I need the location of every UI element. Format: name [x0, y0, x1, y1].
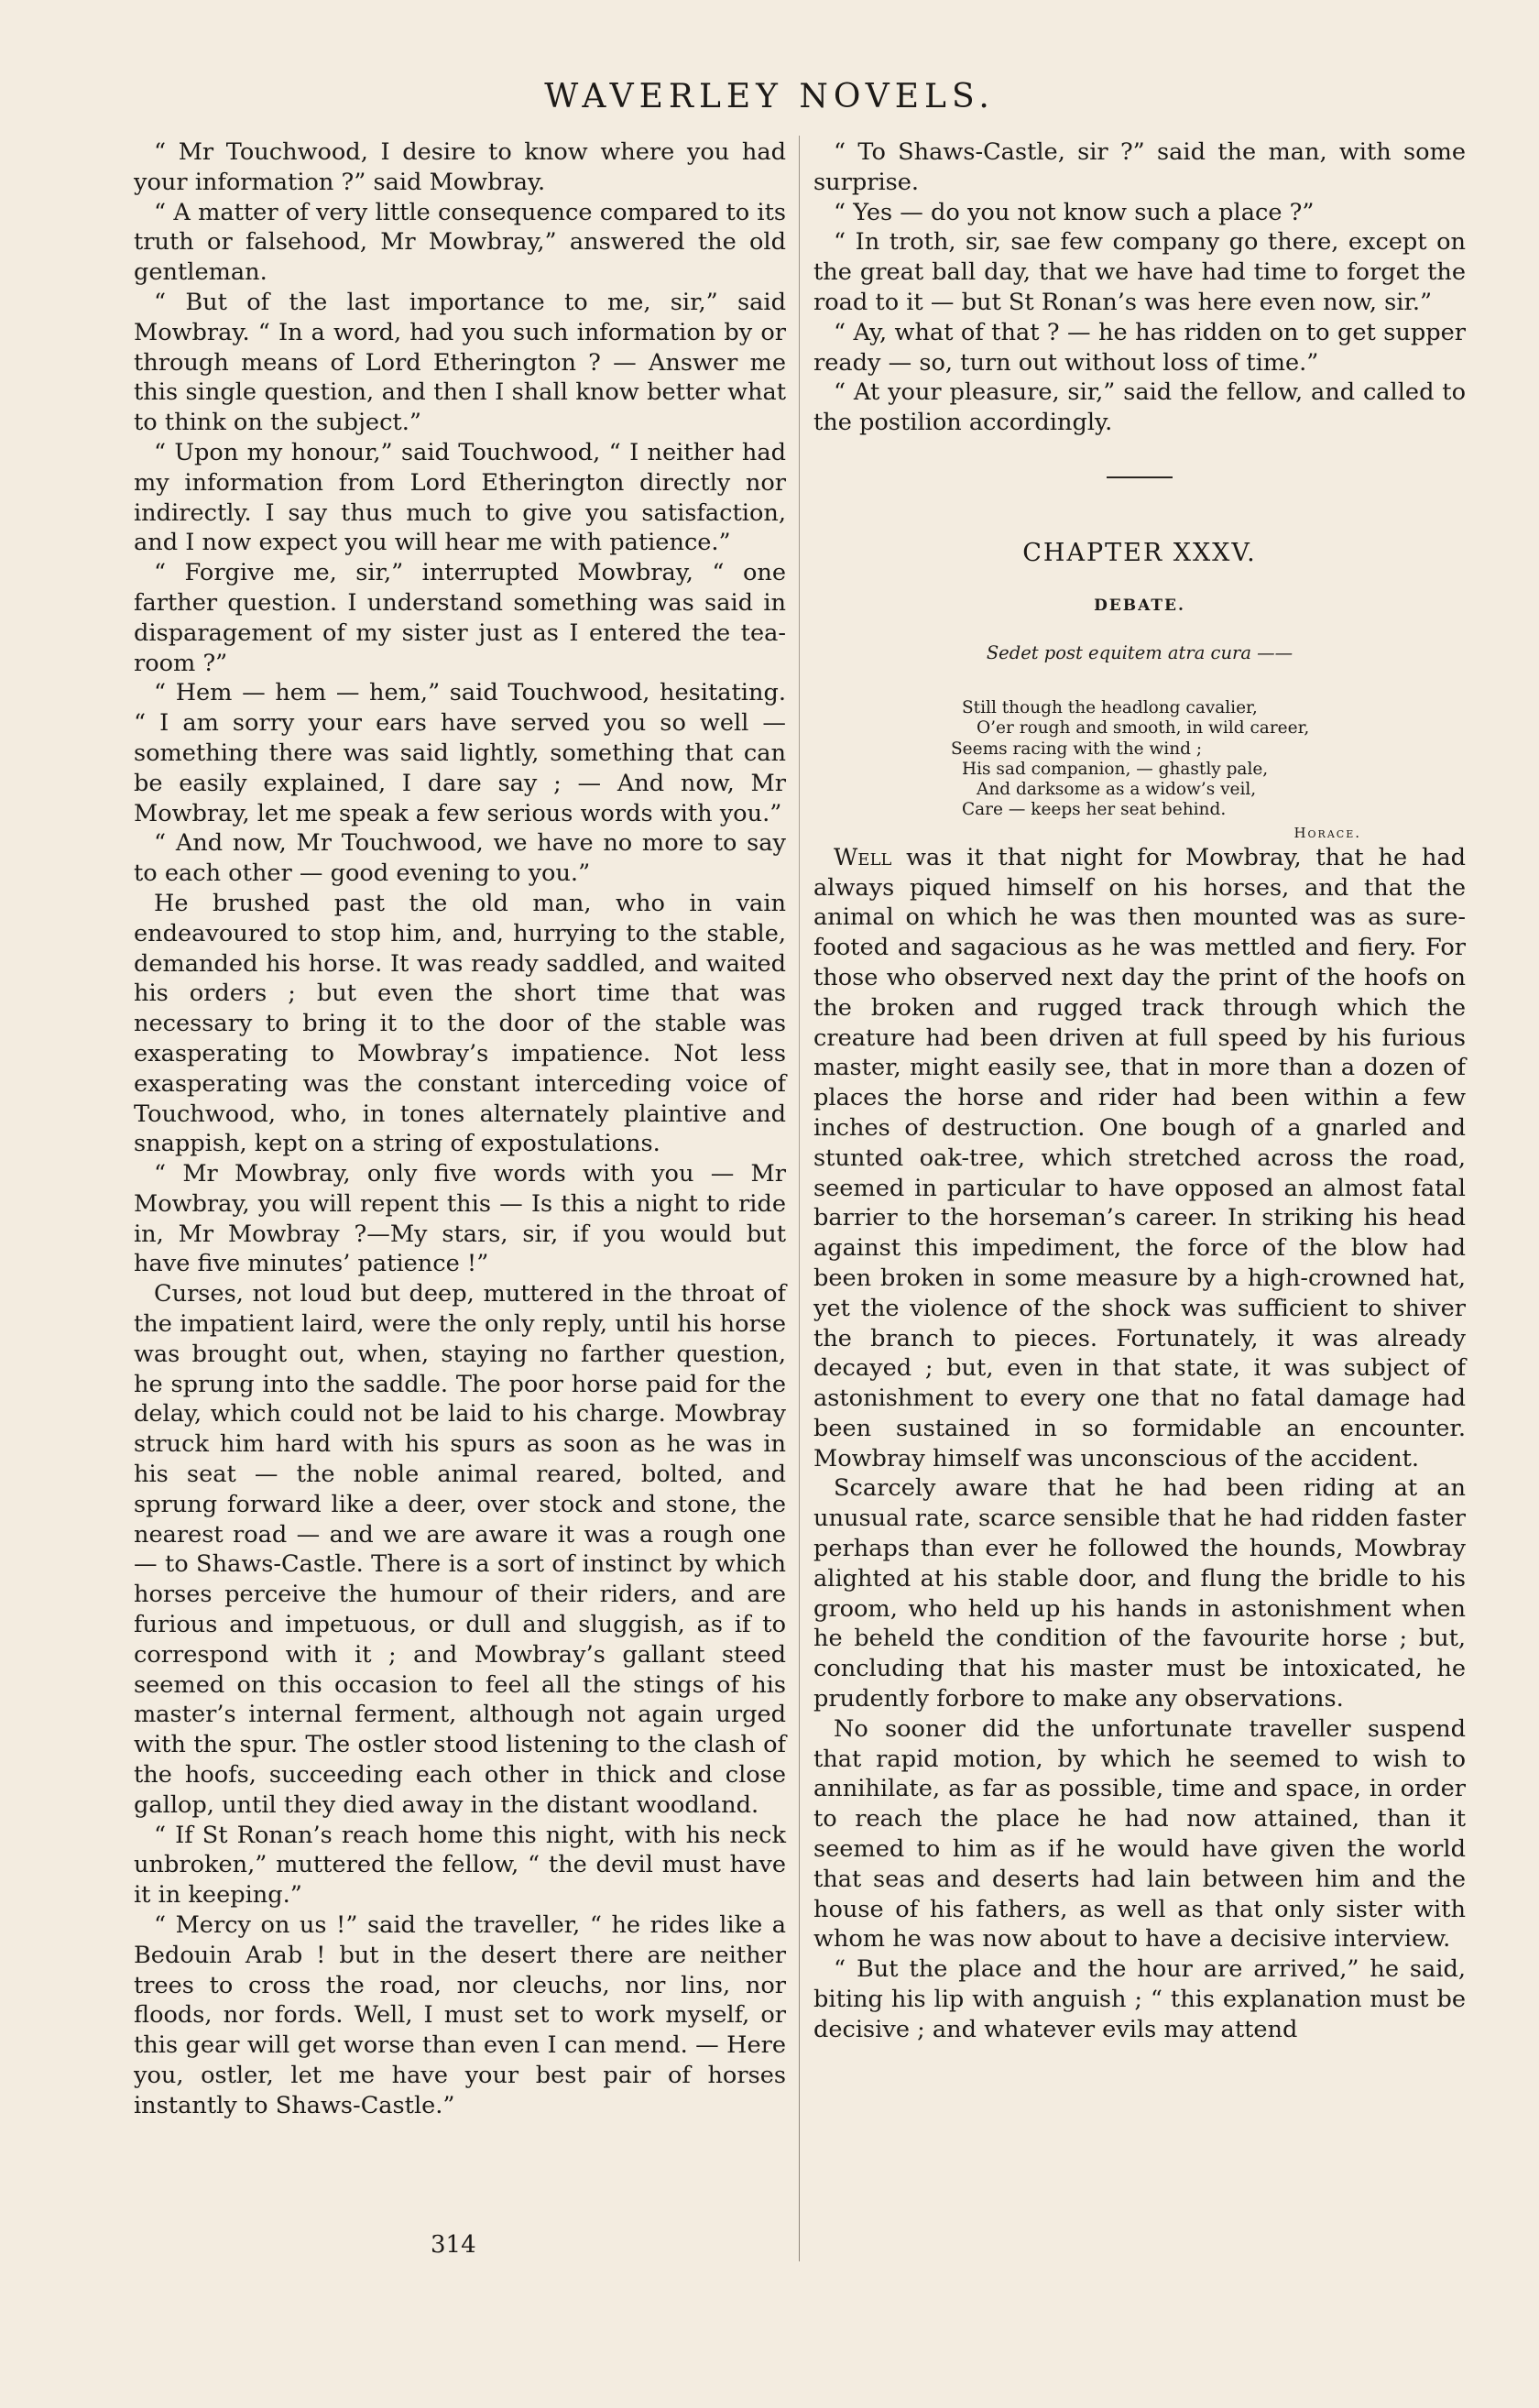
paragraph: He brushed past the old man, who in vain endeavoured to stop him, and, hurrying to the stable, demanded his horse. It was ready saddled, and waited his orders ; but even the short time that was necessary to bring it to the door of the stable was exasperating to Mowbray’s impatience. Not less exasperating was the constant interceding voice of Touchwood, who, in tones alternately plaintive and snappish, kept on a string of expostulations. [134, 889, 786, 1158]
paragraph: Curses, not loud but deep, muttered in the throat of the impatient laird, were the only reply, until his horse was brought out, when, staying no farther question, he sprung into the saddle. The poor horse paid for the delay, which could not be laid to his charge. Mowbray struck him hard with his spurs as soon as he was in his seat — the noble animal reared, bolted, and sprung forward like a deer, over stock and stone, the nearest road — and we are aware it was a rough one — to Shaws-Castle. There is a sort of instinct by which horses perceive the humour of their riders, and are furious and impetuous, or dull and sluggish, as if to correspond with it ; and Mowbray’s gallant steed seemed on this occasion to feel all the stings of his master’s internal ferment, although not again urged with the spur. The ostler stood listening to the clash of the hoofs, succeeding each other in thick and close gallop, until they died away in the distant woodland. [134, 1280, 786, 1819]
epigraph-quote: Sedet post equitem atra cura —— [986, 641, 1293, 663]
chapter-subtitle: DEBATE. [1094, 596, 1185, 615]
poem-line: Still though the headlong cavalier, [962, 697, 1258, 717]
paragraph: “ But the place and the hour are arrived,” he said, biting his lip with anguish ; “ this explanation must be decisive ; and whatever evils may attend [813, 1955, 1466, 2043]
paragraph: “ Ay, what of that ? — he has ridden on to get supper ready — so, turn out without loss of time.” [813, 318, 1466, 377]
paragraph: “ But of the last importance to me, sir,” said Mowbray. “ In a word, had you such information by or through means of Lord Etherington ? — Answer me this single question, and then I shall know better what to think on the subject.” [134, 288, 786, 437]
poem-line: O’er rough and smooth, in wild career, [977, 718, 1310, 739]
left-column [134, 137, 786, 2121]
paragraph: “ Mr Mowbray, only five words with you — Mr Mowbray, you will repent this — Is this a night to ride in, Mr Mowbray ?—My stars, sir, if you would but have five minutes’ patience !” [134, 1160, 786, 1278]
paragraph: “ If St Ronan’s reach home this night, with his neck unbroken,” muttered the fellow, “ the devil must have it in keeping.” [134, 1821, 786, 1910]
epigraph-poem [949, 698, 1466, 821]
paragraph: “ Mercy on us !” said the traveller, “ he rides like a Bedouin Arab ! but in the desert there are neither trees to cross the road, nor cleuchs, nor lins, nor floods, nor fords. Well, I must set to work myself, or this gear will get worse than even I can mend. — Here you, ostler, let me have your best pair of horses instantly to Shaws-Castle.” [134, 1911, 786, 2119]
column-divider [799, 136, 800, 2261]
running-head: WAVERLEY NOVELS. [544, 78, 995, 115]
paragraph: “ Yes — do you not know such a place ?” [834, 198, 1315, 226]
chapter-heading: CHAPTER XXXV. [1022, 538, 1257, 567]
poem-line: His sad companion, — ghastly pale, [962, 759, 1269, 779]
paragraph: No sooner did the unfortunate traveller suspend that rapid motion, by which he seemed to wish to annihilate, as far as possible, time and space, in order to reach the place he had now attained, than it seemed to him as if he would have given the world that seas and deserts had lain between him and the house of his fathers, as well as that only sister with whom he was now about to have a decisive interview. [813, 1714, 1466, 1954]
paragraph: “ To Shaws-Castle, sir ?” said the man, with some surprise. [813, 138, 1466, 196]
poem-line: Care — keeps her seat behind. [962, 800, 1227, 820]
chapter-opening-paragraph [813, 843, 1466, 1474]
paragraph: “ Hem — hem — hem,” said Touchwood, hesitating. “ I am sorry your ears have served you so well — something there was said lightly, something that can be easily explained, I dare say ; — And now, Mr Mowbray, let me speak a few serious words with you.” [134, 679, 786, 827]
paragraph: “ And now, Mr Touchwood, we have no more to say to each other — good evening to you.” [134, 829, 786, 888]
right-column [813, 137, 1466, 2045]
section-rule [1107, 476, 1173, 478]
poem-line: Seems racing with the wind ; [951, 739, 1203, 759]
opening-text: was it that night for Mowbray, that he had always piqued himself on his horses, and that the animal on which he was then mounted was as sure-footed and sagacious as he was mettled and fiery. For those who observed next day the print of the hoofs on the broken and rugged track through which the creature had been driven at full speed by his furious master, might easily see, that in more than a dozen of places the horse and rider had been within a few inches of destruction. One bough of a gnarled and stunted oak-tree, which stretched across the road, seemed in particular to have opposed an almost fatal barrier to the horseman’s career. In striking his head against this impediment, the force of the blow had been broken in some measure by a high-crowned hat, yet the violence of the shock was sufficient to shiver the branch to pieces. Fortunately, it was already decayed ; but, even in that state, it was subject of astonishment to every one that no fatal damage had been sustained in so formidable an encounter. Mowbray himself was unconscious of the accident. [813, 843, 1466, 1472]
opening-word: Well [834, 843, 892, 871]
paragraph: “ Forgive me, sir,” interrupted Mowbray, “ one farther question. I understand something was said in disparagement of my sister just as I entered the tea-room ?” [134, 559, 786, 677]
paragraph: “ A matter of very little consequence compared to its truth or falsehood, Mr Mowbray,” answered the old gentleman. [134, 198, 786, 287]
paragraph: “ Upon my honour,” said Touchwood, “ I neither had my information from Lord Etherington directly nor indirectly. I say thus much to give you satisfaction, and I now expect you will hear me with patience.” [134, 438, 786, 557]
page-number: 314 [431, 2231, 476, 2259]
paragraph: “ At your pleasure, sir,” said the fellow, and called to the postilion accordingly. [813, 378, 1466, 437]
paragraph: “ Mr Touchwood, I desire to know where you had your information ?” said Mowbray. [134, 138, 786, 196]
poem-line: And darksome as a widow’s veil, [977, 780, 1257, 800]
paragraph: Scarcely aware that he had been riding at an unusual rate, scarce sensible that he had ridden faster perhaps than ever he followed the hounds, Mowbray alighted at his stable door, and flung the bridle to his groom, who held up his hands in astonishment when he beheld the condition of the favourite horse ; but, concluding that his master must be intoxicated, he prudently forbore to make any observations. [813, 1474, 1466, 1713]
paragraph: “ In troth, sir, sae few company go there, except on the great ball day, that we have had time to forget the road to it — but St Ronan’s was here even now, sir.” [813, 228, 1466, 316]
epigraph-attribution: Horace. [1293, 824, 1361, 841]
